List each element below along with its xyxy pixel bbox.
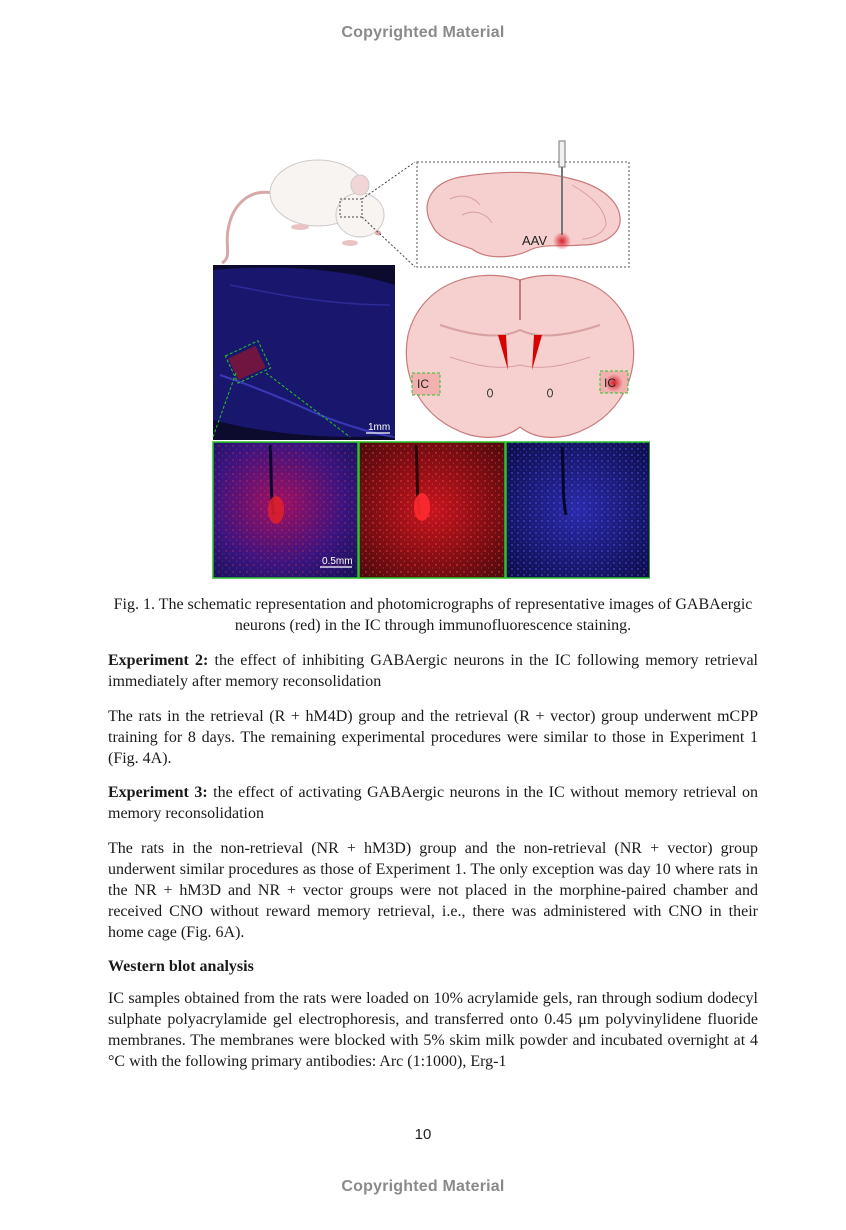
scale-05mm-label: 0.5mm [322, 556, 353, 567]
coronal-fluorescence-image [213, 265, 395, 440]
western-blot-paragraph: IC samples obtained from the rats were loaded on 10% acrylamide gels, ran through sodium dodecyl sulphate polyacrylamide gel electrophoresis, and transferred onto 0.45 μm polyvinylidene fluoride membranes. The membranes were blocked with 5% skim milk powder and incubated overnight at 4 °C with the following primary antibodies: Arc (1:1000), Erg-1 [108, 990, 758, 1070]
figure-1 [210, 135, 650, 580]
experiment-2-heading [108, 650, 758, 692]
experiment-3-label: Experiment 3: [108, 784, 208, 801]
ic-label-left: IC [417, 377, 429, 391]
aav-label: AAV [522, 233, 548, 248]
experiment-2-paragraph: The rats in the retrieval (R + hM4D) group and the retrieval (R + vector) group underwent mCPP training for 8 days. The remaining experimental procedures were similar to those in Experiment 1 (Fig. 4A). [108, 708, 758, 767]
ic-label-right: IC [604, 376, 616, 390]
experiment-3-heading [108, 782, 758, 824]
mouse-illustration [222, 160, 415, 267]
fluorescence-panels [213, 442, 650, 578]
experiment-2-text: the effect of inhibiting GABAergic neurons in the IC following memory retrieval immediately after memory reconsolidation [108, 652, 759, 690]
western-blot-heading: Western blot analysis [108, 958, 254, 975]
coronal-schematic [406, 275, 633, 437]
scale-1mm-label: 1mm [368, 422, 391, 433]
watermark-top: Copyrighted Material [341, 24, 505, 41]
sagittal-brain-panel [417, 141, 629, 267]
figure-caption: Fig. 1. The schematic representation and photomicrographs of representative images of GABAergic neurons (red) in the IC through immunofluorescence staining. [113, 596, 753, 634]
experiment-2-label: Experiment 2: [108, 652, 209, 669]
watermark-bottom: Copyrighted Material [341, 1178, 505, 1195]
experiment-3-text: the effect of activating GABAergic neurons in the IC without memory retrieval on memory reconsolidation [108, 784, 758, 822]
page-number: 10 [414, 1126, 432, 1143]
experiment-3-paragraph: The rats in the non-retrieval (NR + hM3D) group and the non-retrieval (NR + vector) group underwent similar procedures as those of Experiment 1. The only exception was day 10 where rats in the NR + hM3D and NR + vector groups were not placed in the morphine-paired chamber and received CNO without reward memory retrieval, i.e., there was administered with CNO in their home cage (Fig. 6A). [108, 840, 758, 941]
